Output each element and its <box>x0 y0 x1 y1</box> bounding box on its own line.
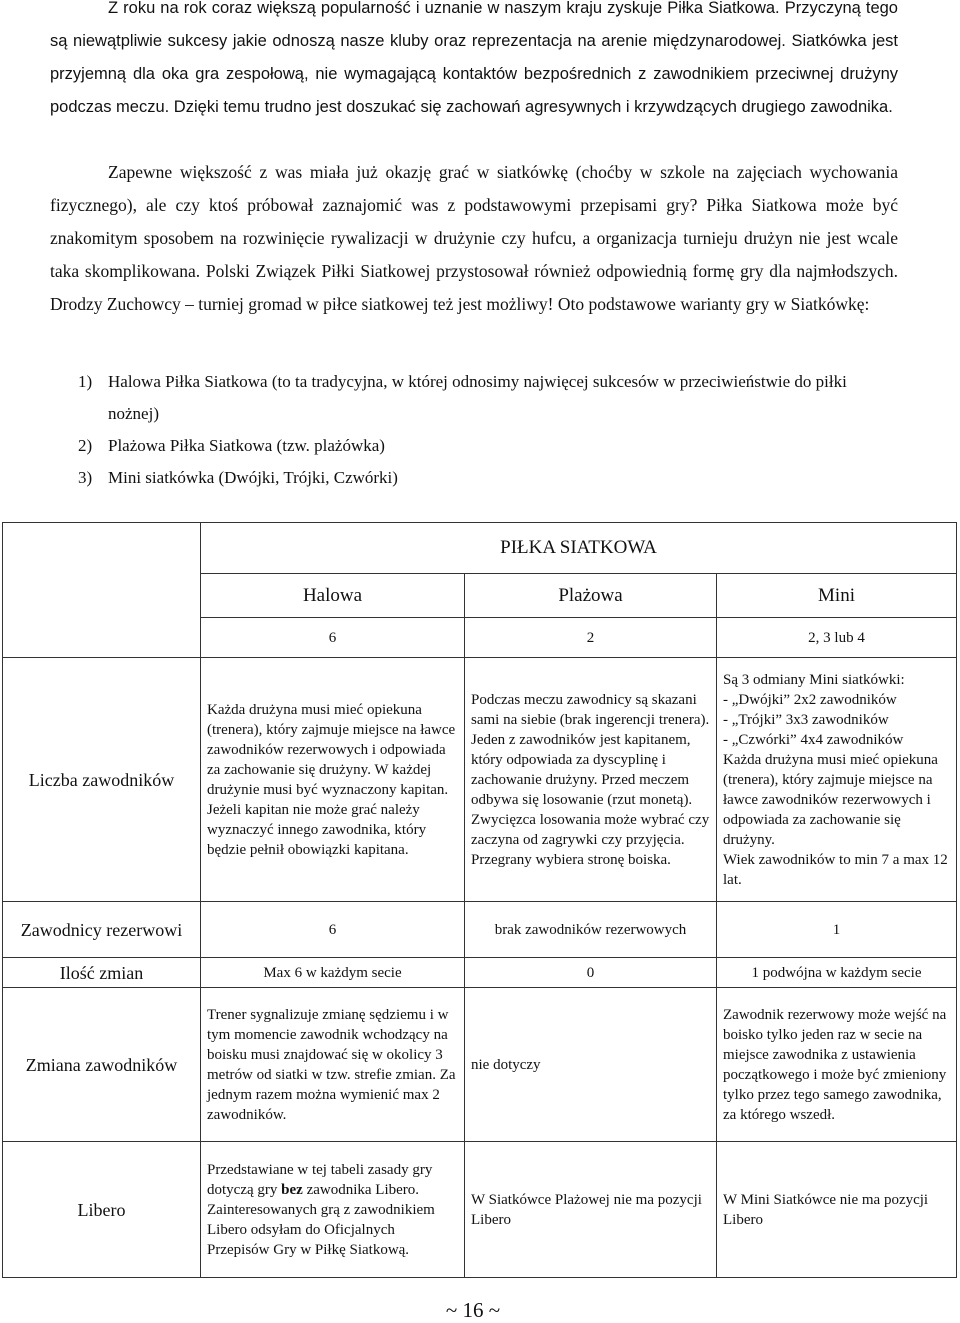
row-label-change: Zmiana zawodników <box>3 988 201 1142</box>
table-title: PIŁKA SIATKOWA <box>201 523 957 574</box>
subs-row <box>3 958 957 988</box>
libero-halowa-bold: bez <box>281 1181 303 1198</box>
reserves-row <box>3 902 957 958</box>
row-label-libero: Libero <box>3 1142 201 1278</box>
list-item-text: Mini siatkówka (Dwójki, Trójki, Czwórki) <box>108 468 398 487</box>
players-count-mini: 2, 3 lub 4 <box>717 618 957 658</box>
change-plazowa: nie dotyczy <box>465 988 717 1142</box>
libero-halowa-text-2: zawodnika Libero. Zainteresowanych grą z zawodnikiem Libero odsyłam do Oficjalnych Przepisów Gry w Piłkę Siatkową. <box>207 1181 435 1258</box>
list-item-text: Plażowa Piłka Siatkowa (tzw. plażówka) <box>108 436 385 455</box>
libero-row <box>3 1142 957 1278</box>
intro-paragraph-2 <box>50 156 898 321</box>
table-title-row <box>3 523 957 574</box>
column-header-plazowa: Plażowa <box>465 574 717 618</box>
list-item <box>78 462 898 494</box>
row-label-players: Liczba zawodników <box>3 658 201 902</box>
players-count-halowa: 6 <box>201 618 465 658</box>
list-item-number: 2) <box>78 436 93 455</box>
subs-halowa: Max 6 w każdym secie <box>201 958 465 988</box>
libero-halowa-text-1: Przedstawiane w tej tabeli zasady gry dotyczą gry <box>207 1161 433 1198</box>
intro-paragraph-1 <box>50 0 898 124</box>
libero-halowa <box>201 1142 465 1278</box>
list-item <box>78 430 898 462</box>
list-item <box>78 366 898 430</box>
row-label-subs: Ilość zmian <box>3 958 201 988</box>
change-mini: Zawodnik rezerwowy może wejść na boisko tylko jeden raz w secie na miejsce zawodnika z ustawienia początkowego i może być zmieniony tylko przez tego samego zawodnika, za którego wszedł. <box>717 988 957 1142</box>
list-item-number: 3) <box>78 468 93 487</box>
row-label-reserves: Zawodnicy rezerwowi <box>3 902 201 958</box>
change-halowa: Trener sygnalizuje zmianę sędziemu i w tym momencie zawodnik wchodzący na boisku musi znajdować się w okolicy 3 metrów od siatki w tzw. strefie zmian. Za jednym razem można wymienić max 2 zawodników. <box>201 988 465 1142</box>
libero-mini: W Mini Siatkówce nie ma pozycji Libero <box>717 1142 957 1278</box>
subs-mini: 1 podwójna w każdym secie <box>717 958 957 988</box>
libero-plazowa: W Siatkówce Plażowej nie ma pozycji Libero <box>465 1142 717 1278</box>
variants-list <box>78 366 898 494</box>
change-row <box>3 988 957 1142</box>
intro-paragraph-1-text: Z roku na rok coraz większą popularność i uznanie w naszym kraju zyskuje Piłka Siatkowa. Przyczyną tego są niewątpliwie sukcesy jakie odnoszą nasze kluby oraz reprezentacja na arenie międzynarodowej. Siatkówka jest przyjemną dla oka gra zespołową, nie wymagającą kontaktów bezpośrednich z zawodnikiem przeciwnej drużyny podczas meczu. Dzięki temu trudno jest doszukać się zachowań agresywnych i krzywdzących drugiego zawodnika. <box>50 0 898 116</box>
subs-plazowa: 0 <box>465 958 717 988</box>
empty-corner-cell <box>3 523 201 658</box>
volleyball-comparison-table <box>2 522 957 1278</box>
list-item-number: 1) <box>78 372 93 391</box>
players-desc-mini: Są 3 odmiany Mini siatkówki: - „Dwójki” 2x2 zawodników - „Trójki” 3x3 zawodników - „Czwórki” 4x4 zawodników Każda drużyna musi mieć opiekuna (trenera), który zajmuje miejsce na ławce zawodników rezerwowych i odpowiada za zachowanie się drużyny. Wiek zawodników to min 7 a max 12 lat. <box>717 658 957 902</box>
players-desc-halowa: Każda drużyna musi mieć opiekuna (trenera), który zajmuje miejsce na ławce zawodników rezerwowych i odpowiada za zachowanie się drużyny. W każdej drużynie musi być wyznaczony kapitan. Jeżeli kapitan nie może grać należy wyznaczyć innego zawodnika, który będzie pełnił obowiązki kapitana. <box>201 658 465 902</box>
list-item-text: Halowa Piłka Siatkowa (to ta tradycyjna, w której odnosimy najwięcej sukcesów w przeciwieństwie do piłki nożnej) <box>108 372 847 423</box>
column-header-mini: Mini <box>717 574 957 618</box>
reserves-halowa: 6 <box>201 902 465 958</box>
column-header-halowa: Halowa <box>201 574 465 618</box>
page-number: ~ 16 ~ <box>445 1298 501 1322</box>
intro-paragraph-2-text: Zapewne większość z was miała już okazję grać w siatkówkę (choćby w szkole na zajęciach wychowania fizycznego), ale czy ktoś próbował zaznajomić was z podstawowymi przepisami gry? Piłka Siatkowa może być znakomitym sposobem na rozwinięcie rywalizacji w drużynie czy hufcu, a organizacja turnieju drużyn nie jest wcale taka skomplikowana. Polski Związek Piłki Siatkowej przystosował również odpowiednią formę gry dla najmłodszych. Drodzy Zuchowcy – turniej gromad w piłce siatkowej też jest możliwy! Oto podstawowe warianty gry w Siatkówkę: <box>50 162 898 314</box>
reserves-mini: 1 <box>717 902 957 958</box>
reserves-plazowa: brak zawodników rezerwowych <box>465 902 717 958</box>
players-count-plazowa: 2 <box>465 618 717 658</box>
players-desc-plazowa: Podczas meczu zawodnicy są skazani sami na siebie (brak ingerencji trenera). Jeden z zawodników jest kapitanem, który odpowiada za dyscyplinę i zachowanie drużyny. Przed meczem odbywa się losowanie (rzut monetą). Zwycięzca losowania może wybrać czy zaczyna od zagrywki czy przyjęcia. Przegrany wybiera stronę boiska. <box>465 658 717 902</box>
players-row <box>3 658 957 902</box>
